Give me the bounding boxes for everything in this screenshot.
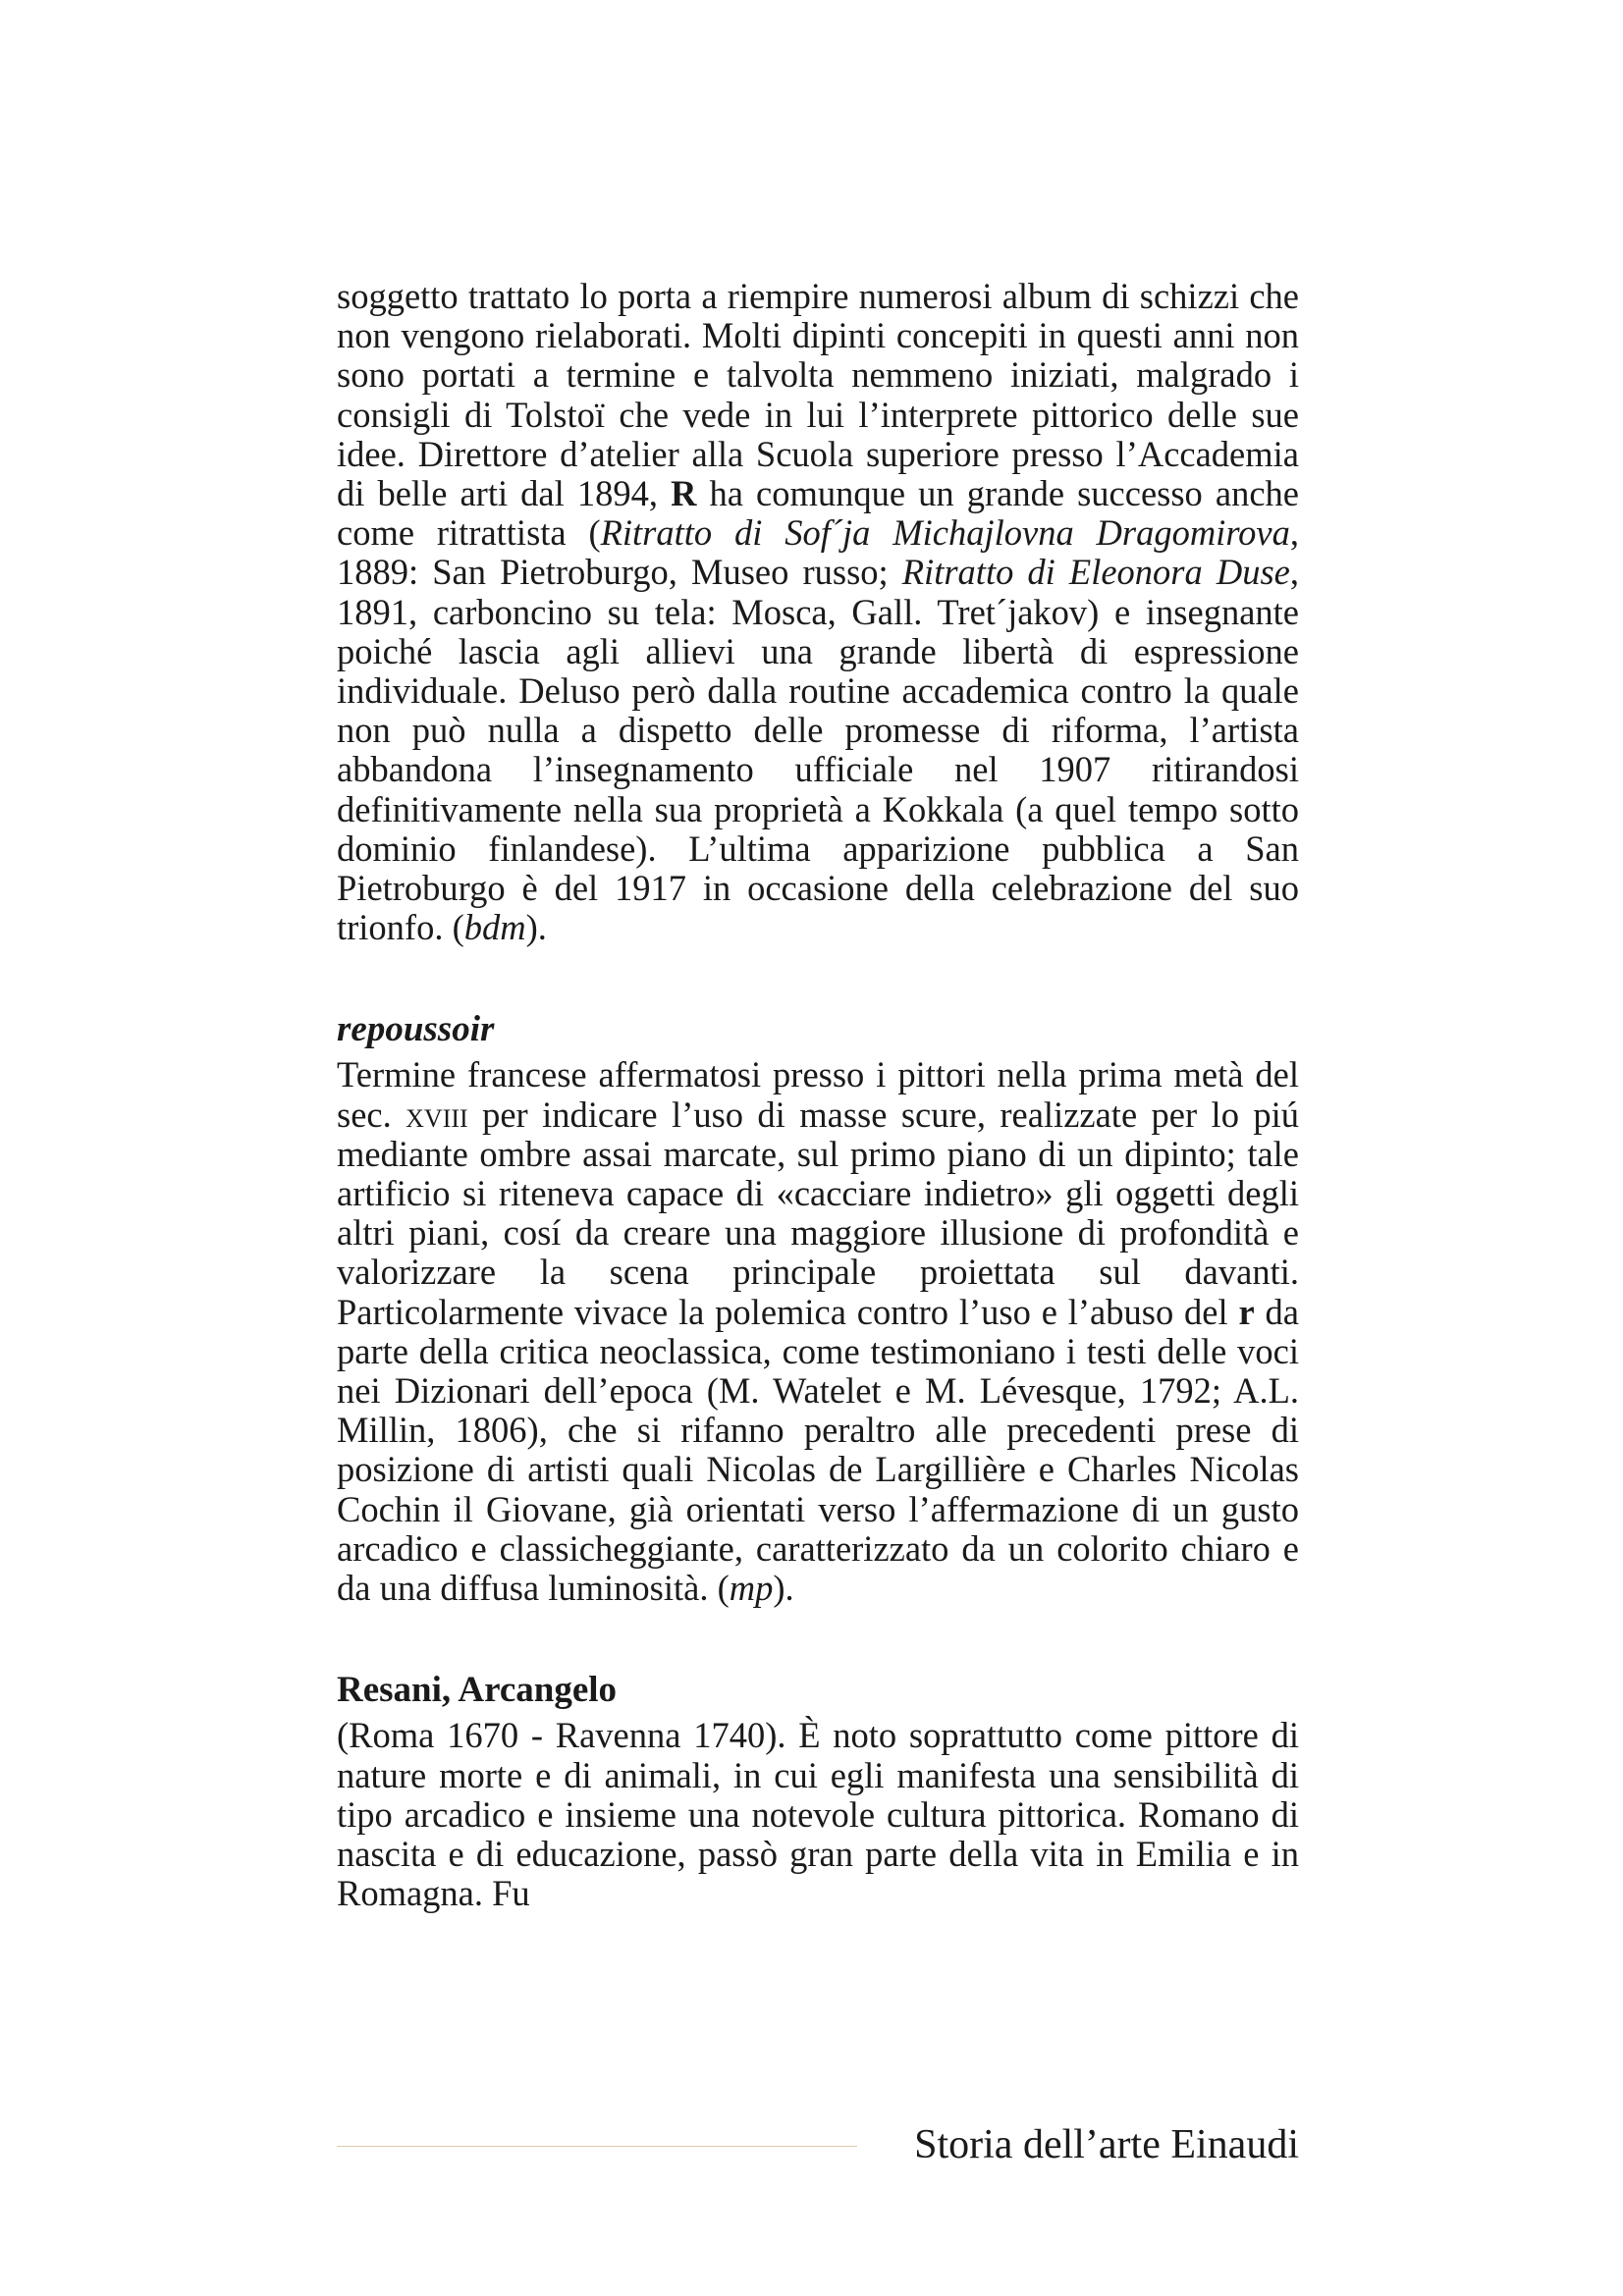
text-run: , 1889: San Pietroburgo, Museo russo; xyxy=(337,512,1299,593)
text-run: ). xyxy=(773,1568,794,1609)
text-run: bdm xyxy=(463,907,526,948)
text-run: da parte della critica neoclassica, come testimoniano i testi delle voci nei Dizionari dell’epoca (M. Watelet e M. Lévesque, 1792; A.L. Millin, 1806), che si rifanno peraltro alle precedenti prese di posizione di artisti quali Nicolas de Largillière e Charles Nicolas Cochin il Giovane, già orientati verso l’affermazione di un gusto arcadico e classicheggiante, caratterizzato da un colorito chiaro e da una diffusa luminosità. ( xyxy=(337,1291,1299,1609)
text-run: , 1891, carboncino su tela: Mosca, Gall. Tret´jakov) e insegnante poiché lascia agli allievi una grande libertà di espressione individuale. Deluso però dalla routine accademica contro la quale non può nulla a dispetto delle promesse di riforma, l’artista abbandona l’insegnamento ufficiale nel 1907 ritirandosi definitivamente nella sua proprietà a Kokkala (a quel tempo sotto dominio finlandese). L’ultima apparizione pubblica a San Pietroburgo è del 1917 in occasione della celebrazione del suo trionfo. ( xyxy=(337,552,1299,948)
entry-paragraph-resani xyxy=(337,1716,1299,1913)
entry-paragraph-continued xyxy=(337,277,1299,947)
footer-rule xyxy=(337,2146,857,2147)
entry-paragraph-repoussoir xyxy=(337,1055,1299,1608)
text-run: xviii xyxy=(406,1094,468,1135)
text-run: soggetto trattato lo porta a riempire numerosi album di schizzi che non vengono rielaborati. Molti dipinti concepiti in questi anni non sono portati a termine e talvolta nemmeno iniziati, malgrado i consigli di Tolstoï che vede in lui l’interprete pittorico delle sue idee. Direttore d’atelier alla Scuola superiore presso l’Accademia di belle arti dal 1894, xyxy=(337,276,1299,514)
text-run: ha comunque un grande successo anche come ritrattista ( xyxy=(337,473,1299,554)
text-run: ). xyxy=(525,907,547,948)
entry-title-resani: Resani, Arcangelo xyxy=(337,1670,618,1711)
footer-title: Storia dell’arte Einaudi xyxy=(914,2122,1299,2167)
text-run: Ritratto di Eleonora Duse xyxy=(901,552,1290,593)
page-body xyxy=(337,277,1299,1913)
text-run: r xyxy=(1238,1291,1255,1332)
text-run: Termine francese affermatosi presso i pittori nella prima metà del sec. xyxy=(337,1054,1299,1135)
text-run: per indicare l’uso di masse scure, realizzate per lo piú mediante ombre assai marcate, sul primo piano di un dipinto; tale artificio si riteneva capace di «cacciare indietro» gli oggetti degli altri piani, cosí da creare una maggiore illusione di profondità e valorizzare la scena principale proiettata sul davanti. Particolarmente vivace la polemica contro l’uso e l’abuso del xyxy=(337,1094,1299,1332)
text-run: R xyxy=(671,473,697,514)
text-run: mp xyxy=(729,1568,774,1609)
entry-title-repoussoir: repoussoir xyxy=(337,1009,495,1050)
text-run: (Roma 1670 - Ravenna 1740). È noto soprattutto come pittore di nature morte e di animali, in cui egli manifesta una sensibilità di tipo arcadico e insieme una notevole cultura pittorica. Romano di nascita e di educazione, passò gran parte della vita in Emilia e in Romagna. Fu xyxy=(337,1715,1299,1914)
page-footer xyxy=(337,2112,1299,2171)
text-run: Ritratto di Sof´ja Michajlovna Dragomirova xyxy=(600,512,1290,554)
